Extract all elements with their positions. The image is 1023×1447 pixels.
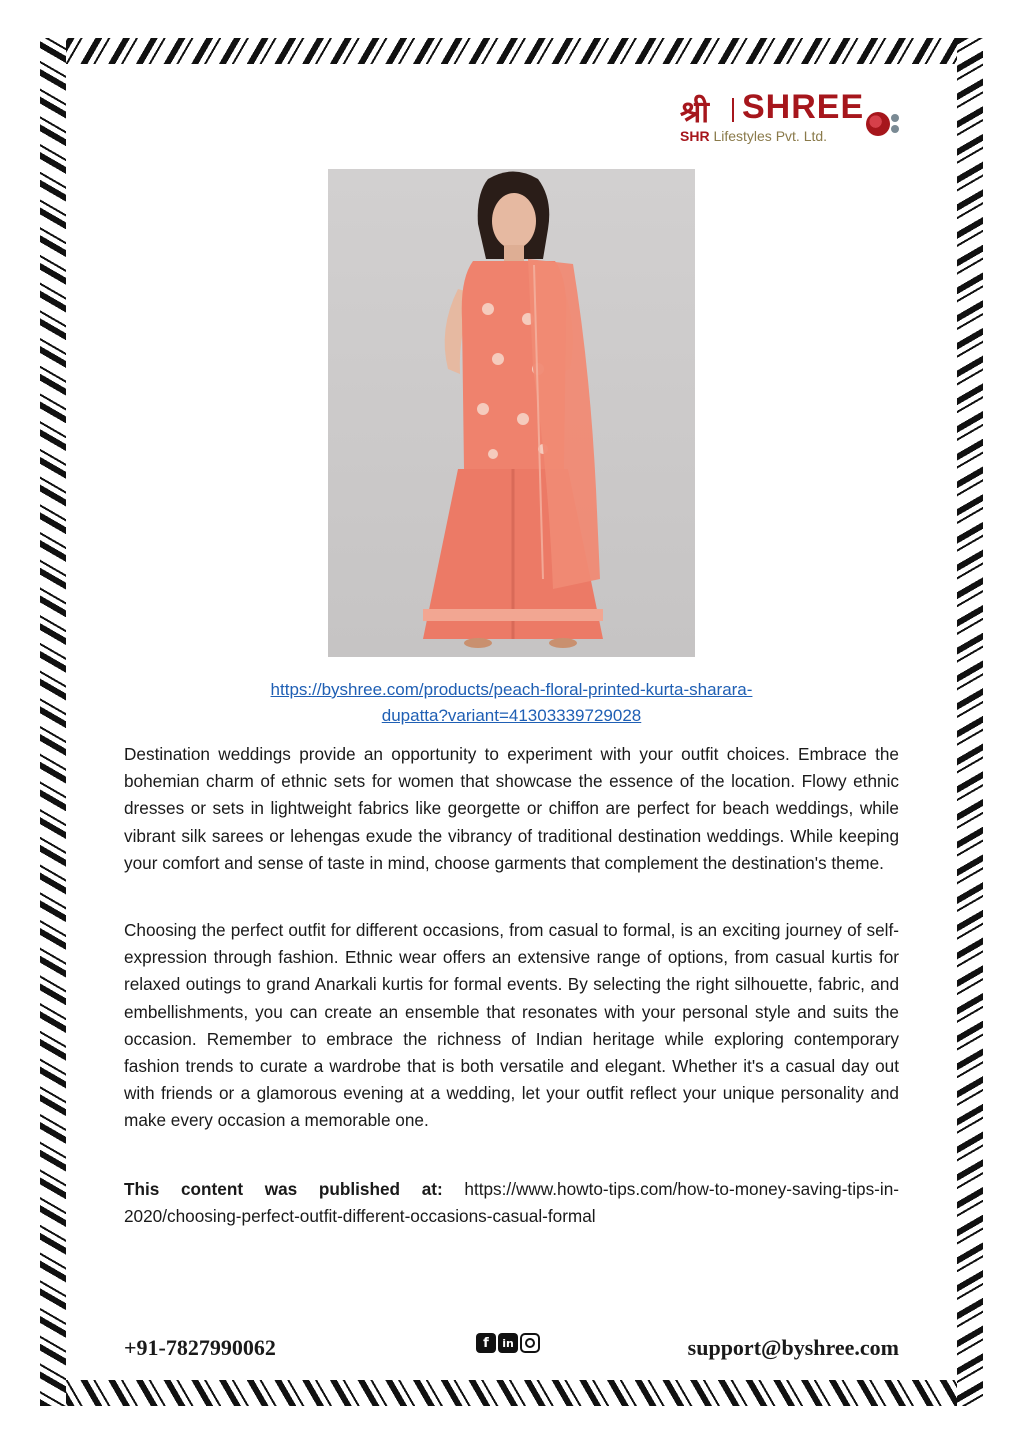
social-icons (476, 1333, 540, 1353)
flower-icon (866, 112, 890, 136)
published-label: This content was published at: (124, 1179, 443, 1199)
logo-separator (732, 98, 734, 122)
published-at-note (124, 1176, 899, 1230)
product-link[interactable] (124, 677, 899, 729)
contact-email: support@byshree.com (687, 1335, 899, 1360)
decorative-border-right (957, 38, 983, 1406)
product-link-line-2[interactable]: dupatta?variant=41303339729028 (381, 706, 642, 725)
dot-icon (891, 125, 899, 133)
paragraph-choosing-outfit: Choosing the perfect outfit for different occasions, from casual to formal, is an exciting journey of self-expression through fashion. Ethnic wear offers an extensive range of options, from casual kurtis for relaxed outings to grand Anarkali kurtis for formal events. By selecting the right silhouette, fabric, and embellishments, you can create an ensemble that resonates with your personal style and suits the occasion. Remember to embrace the richness of Indian heritage while exploring contemporary fashion trends to curate a wardrobe that is both versatile and elegant. Whether it's a casual day out with friends or a glamorous evening at a wedding, let your outfit reflect your unique personality and make every occasion a memorable one. (124, 920, 899, 1131)
brand-logo (680, 90, 910, 152)
instagram-icon[interactable] (520, 1333, 540, 1353)
logo-company-name: SHR Lifestyles Pvt. Ltd. (680, 128, 828, 144)
contact-phone: +91-7827990062 (124, 1335, 276, 1360)
product-link-line-1[interactable]: https://byshree.com/products/peach-floral-printed-kurta-sharara- (270, 680, 753, 699)
decorative-border-left (40, 38, 66, 1406)
linkedin-icon[interactable]: in (498, 1333, 518, 1353)
published-url: https://www.howto-tips.com/how-to-money-saving-tips-in-2020/choosing-perfect-outfit-different-occasions-casual-formal (124, 1179, 899, 1227)
paragraph-destination-weddings: Destination weddings provide an opportunity to experiment with your outfit choices. Embrace the bohemian charm of ethnic sets for women that showcase the essence of the location. Flowy ethnic dresses or sets in lightweight fabrics like georgette or chiffon are perfect for beach weddings, while vibrant silk sarees or lehengas exude the vibrancy of traditional destination weddings. While keeping your comfort and sense of taste in mind, choose garments that complement the destination's theme. (124, 744, 899, 873)
dot-icon (891, 114, 899, 122)
product-image (328, 169, 695, 657)
model-wearing-kurta-sharara-illustration (328, 169, 695, 657)
logo-devanagari: श्री (680, 95, 710, 130)
logo-brand-name: SHREE (742, 88, 865, 126)
decorative-border-bottom (40, 1380, 983, 1406)
facebook-icon[interactable]: f (476, 1333, 496, 1353)
decorative-border-top (40, 38, 983, 64)
